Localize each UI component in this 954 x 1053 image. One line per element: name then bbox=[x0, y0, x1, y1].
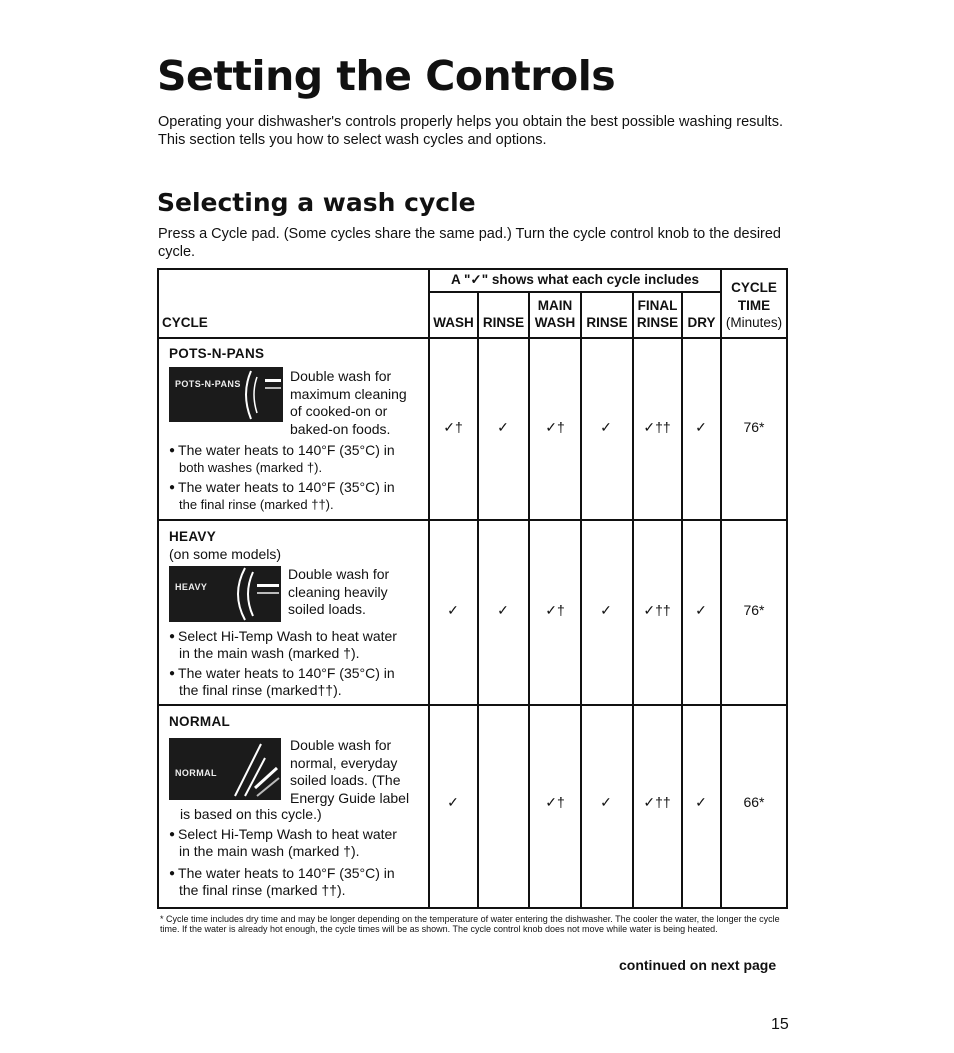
header-cycle-time: CYCLE bbox=[731, 280, 777, 295]
heavy-wash-mark: ✓ bbox=[447, 602, 459, 618]
heavy-rinse-2-mark: ✓ bbox=[600, 602, 612, 618]
normal-main-wash-mark: ✓† bbox=[545, 794, 565, 810]
normal-pad-icon bbox=[169, 738, 281, 800]
continued-note: continued on next page bbox=[619, 957, 777, 973]
header-col-dry: DRY bbox=[687, 315, 716, 330]
page-title: Setting the Controls bbox=[157, 52, 616, 100]
heavy-pad-icon bbox=[169, 566, 281, 622]
header-includes: A "✓" shows what each cycle includes bbox=[451, 272, 699, 287]
pots-n-pans-bullet-1: ● The water heats to 140°F (35°C) in both washes (marked †). bbox=[169, 442, 395, 475]
header-cycle: CYCLE bbox=[162, 315, 208, 330]
pad-label: NORMAL bbox=[175, 768, 217, 778]
section-title: Selecting a wash cycle bbox=[157, 188, 476, 217]
pots-dry-mark: ✓ bbox=[695, 419, 707, 435]
header-col-rinse-2: RINSE bbox=[586, 315, 628, 330]
normal-cycle-time: 66* bbox=[743, 794, 765, 810]
pots-rinse-2-mark: ✓ bbox=[600, 419, 612, 435]
page-number: 15 bbox=[771, 1016, 789, 1033]
heavy-dry-mark: ✓ bbox=[695, 602, 707, 618]
heavy-main-wash-mark: ✓† bbox=[545, 602, 565, 618]
pad-label: HEAVY bbox=[175, 582, 208, 592]
heavy-bullet-2: ● The water heats to 140°F (35°C) in the final rinse (marked††). bbox=[169, 665, 395, 698]
pots-main-wash-mark: ✓† bbox=[545, 419, 565, 435]
normal-description: Double wash for normal, everyday soiled loads. (The Energy Guide label bbox=[290, 737, 410, 806]
normal-rinse-2-mark: ✓ bbox=[600, 794, 612, 810]
intro-paragraph: Operating your dishwasher's controls properly helps you obtain the best possible washing results. This section tells you how to select wash cycles and options. bbox=[158, 114, 783, 148]
header-col-rinse: RINSE bbox=[482, 315, 525, 330]
normal-bullet-1: ● Select Hi-Temp Wash to heat water in the main wash (marked †). bbox=[169, 826, 397, 859]
heavy-bullet-1: ● Select Hi-Temp Wash to heat water in the main wash (marked †). bbox=[169, 628, 397, 661]
header-time: TIME bbox=[737, 298, 771, 313]
section-intro: Press a Cycle pad. (Some cycles share the same pad.) Turn the cycle control knob to the desired cycle. bbox=[158, 226, 781, 260]
header-col-wash: WASH bbox=[433, 315, 474, 330]
pots-rinse-mark: ✓ bbox=[497, 419, 509, 435]
pots-n-pans-description: Double wash for maximum cleaning of cooked-on or baked-on foods. bbox=[290, 368, 407, 437]
heavy-description: Double wash for cleaning heavily soiled loads. bbox=[288, 566, 390, 617]
header-final: FINAL bbox=[637, 298, 678, 313]
header-main: MAIN bbox=[537, 298, 573, 313]
cycle-name-normal: NORMAL bbox=[169, 714, 231, 729]
pad-label: POTS-N-PANS bbox=[175, 379, 241, 389]
normal-wash-mark: ✓ bbox=[447, 794, 459, 810]
header-col-final-rinse: RINSE bbox=[636, 315, 679, 330]
normal-final-rinse-mark: ✓†† bbox=[643, 794, 671, 810]
heavy-cycle-time: 76* bbox=[743, 602, 765, 618]
heavy-subtitle: (on some models) bbox=[169, 546, 282, 562]
cycle-name-heavy: HEAVY bbox=[169, 529, 217, 544]
pots-wash-mark: ✓† bbox=[443, 419, 463, 435]
normal-bullet-2: ● The water heats to 140°F (35°C) in the final rinse (marked ††). bbox=[169, 865, 395, 898]
header-col-main-wash: WASH bbox=[534, 315, 576, 330]
pots-final-rinse-mark: ✓†† bbox=[643, 419, 671, 435]
cycle-name-pots-n-pans: POTS-N-PANS bbox=[169, 346, 265, 361]
header-minutes: (Minutes) bbox=[725, 315, 783, 330]
pots-n-pans-pad-icon bbox=[169, 367, 283, 422]
pots-cycle-time: 76* bbox=[743, 419, 765, 435]
heavy-rinse-mark: ✓ bbox=[497, 602, 509, 618]
normal-dry-mark: ✓ bbox=[695, 794, 707, 810]
pots-n-pans-bullet-2: ● The water heats to 140°F (35°C) in the final rinse (marked ††). bbox=[169, 479, 395, 512]
heavy-final-rinse-mark: ✓†† bbox=[643, 602, 671, 618]
footnote: * Cycle time includes dry time and may be longer depending on the temperature of water entering the dishwasher. The cooler the water, the longer the cycle time. If the water is already hot enough, the cycle times will be as shown. The cycle control knob does not move while water is being heated. bbox=[160, 914, 780, 934]
normal-description-tail: is based on this cycle.) bbox=[180, 806, 322, 822]
